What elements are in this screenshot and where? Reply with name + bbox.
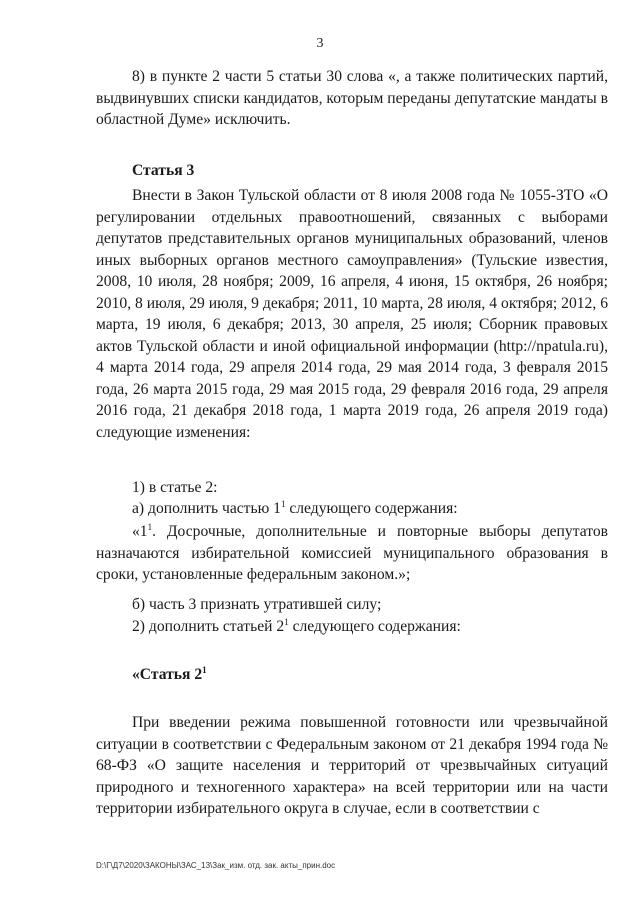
superscript: 1 xyxy=(147,521,153,532)
list-item-2 xyxy=(132,616,608,638)
quote-text: . Досрочные, дополнительные и повторные выборы депутатов назначаются избирательной комиссией муниципального образования в сроки, установленные федеральным законом.»; xyxy=(96,523,608,583)
quoted-part-1-1 xyxy=(96,521,608,586)
list-item-a-text-end: следующего содержания: xyxy=(285,500,458,517)
superscript: 1 xyxy=(202,664,207,675)
list-item-1: 1) в статье 2: xyxy=(132,479,218,496)
article-2-1-heading xyxy=(132,666,207,684)
article-3-heading: Статья 3 xyxy=(132,162,195,179)
file-path-footer: D:\Г\Д7\2020\ЗАКОНЫ\ЗАС_13\Зак_изм. отд. зак. акты_прин.doc xyxy=(96,861,336,870)
superscript: 1 xyxy=(284,616,289,627)
article-3-text: Внести в Закон Тульской области от 8 июля 2008 года № 1055-ЗТО «О регулировании отдельных правоотношений, связанных с выборами депутатов представительных органов муниципальных образований, членов иных выборных органов местного самоуправления» (Тульские известия, 2008, 10 июля, 28 ноября; 2009, 16 апреля, 4 июня, 15 октября, 26 ноября; 2010, 8 июля, 29 июля, 9 декабря; 2011, 10 марта, 28 июля, 4 октября; 2012, 6 марта, 19 июля, 6 декабря; 2013, 30 апреля, 25 июля; Сборник правовых актов Тульской области и иной официальной информации (http://npatula.ru), 4 марта 2014 года, 29 апреля 2014 года, 29 мая 2014 года, 3 февраля 2015 года, 26 марта 2015 года, 29 мая 2015 года, 29 февраля 2016 года, 29 апреля 2016 года, 21 декабря 2018 года, 1 марта 2019 года, 26 апреля 2019 года) следующие изменения: xyxy=(96,187,608,441)
superscript: 1 xyxy=(280,498,286,509)
list-item-2-text: 2) дополнить статьей 2 xyxy=(132,618,285,635)
article-2-1-heading-text: «Статья 2 xyxy=(132,666,203,683)
paragraph-item-8: 8) в пункте 2 части 5 статьи 30 слова «, а также политических партий, выдвинувших списки кандидатов, которым переданы депутатские мандаты в областной Думе» исключить. xyxy=(96,68,608,128)
article-2-1-text: При введении режима повышенной готовности или чрезвычайной ситуации в соответствии с Федеральным законом от 21 декабря 1994 года № 68-ФЗ «О защите населения и территорий от чрезвычайных ситуаций природного и техногенного характера» на всей территории или на части территории избирательного округа в случае, если в соответствии с xyxy=(96,714,608,817)
list-item-b: б) часть 3 признать утратившей силу; xyxy=(132,596,382,613)
list-item-a-text: а) дополнить частью 1 xyxy=(132,500,281,517)
page-number: 3 xyxy=(316,36,324,51)
quote-start: «1 xyxy=(132,523,148,540)
list-item-2-text-end: следующего содержания: xyxy=(288,618,461,635)
list-item-a xyxy=(132,498,608,520)
